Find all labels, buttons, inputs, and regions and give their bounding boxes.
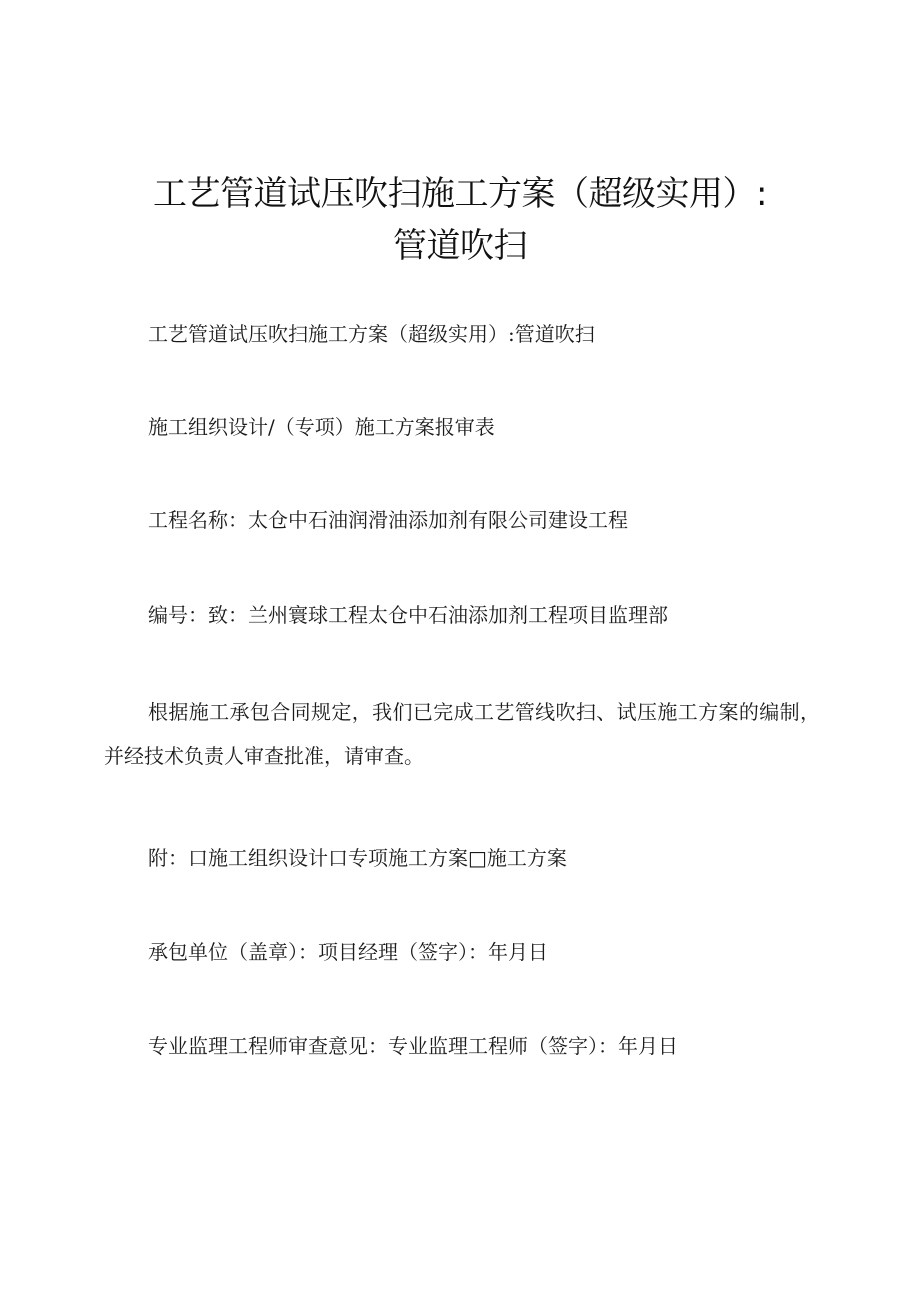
paragraph-supervisor-opinion: 专业监理工程师审查意见：专业监理工程师（签字）：年月日 (148, 1034, 678, 1058)
paragraph-attachments: 附：口施工组织设计口专项施工方案□施工方案 (148, 846, 567, 870)
paragraph-project-name: 工程名称：太仓中石油润滑油添加剂有限公司建设工程 (148, 508, 628, 532)
title-line-1: 工艺管道试压吹扫施工方案（超级实用）: (153, 174, 767, 214)
paragraph-number-recipient: 编号：致：兰州寰球工程太仓中石油添加剂工程项目监理部 (148, 603, 668, 627)
paragraph-form-name: 施工组织设计/（专项）施工方案报审表 (148, 415, 495, 439)
title-line-2: 管道吹扫 (393, 226, 527, 266)
paragraph-subtitle: 工艺管道试压吹扫施工方案（超级实用）:管道吹扫 (148, 322, 595, 346)
paragraph-body: 根据施工承包合同规定，我们已完成工艺管线吹扫、试压施工方案的编制，并经技术负责人审查批准，请审查。 (104, 700, 820, 768)
document-title (0, 168, 920, 272)
paragraph-contractor-signature: 承包单位（盖章）：项目经理（签字）：年月日 (148, 940, 548, 964)
